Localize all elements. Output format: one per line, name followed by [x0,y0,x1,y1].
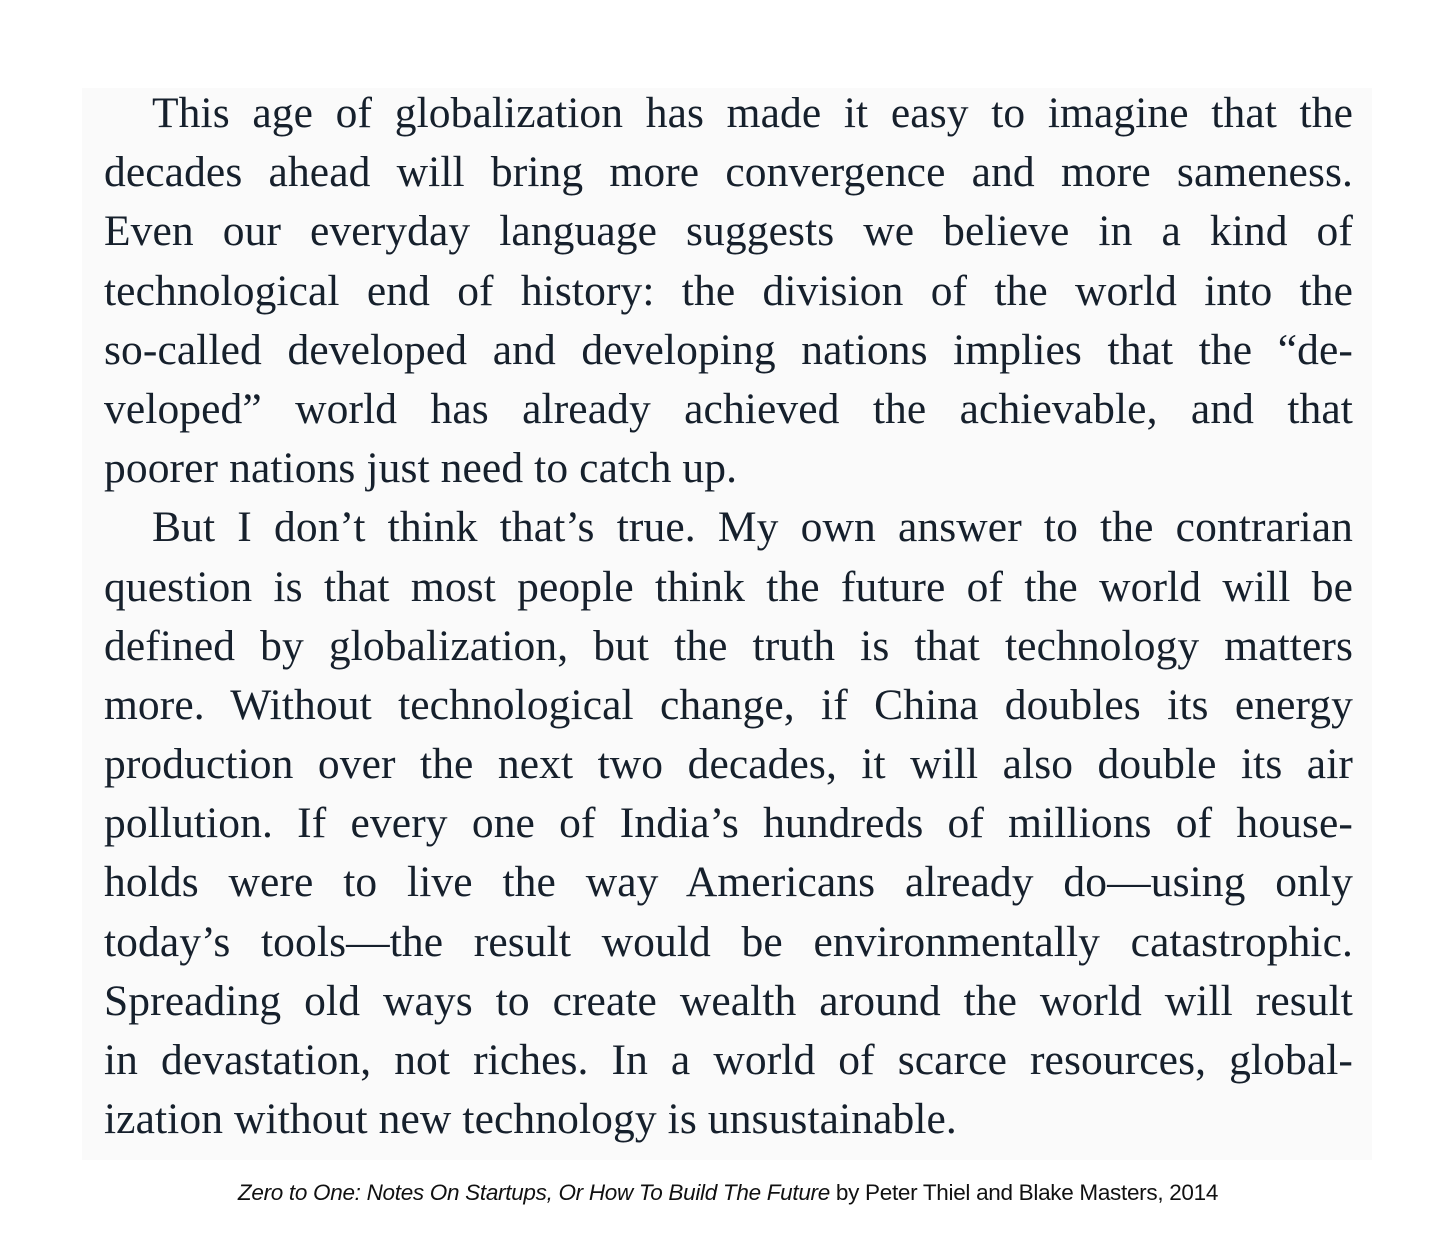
text-line: more. Without technological change, if China doubles its energy [104,680,1353,729]
text-line: Spreading old ways to create wealth around the world will result [104,976,1353,1025]
text-line: pollution. If every one of India’s hundreds of millions of house- [104,799,1353,848]
text-line: today’s tools—the result would be environmentally catastrophic. [104,917,1353,966]
text-line: question is that most people think the future of the world will be [104,562,1353,611]
text-line: This age of globalization has made it easy to imagine that the [152,89,1353,137]
text-line: poorer nations just need to catch up. [104,444,738,493]
paragraph-2 [104,498,1353,1149]
text-line: Even our everyday language suggests we believe in a kind of [104,207,1353,256]
book-attribution: by Peter Thiel and Blake Masters, 2014 [829,1180,1219,1205]
text-line: in devastation, not riches. In a world of scarce resources, global- [104,1036,1353,1084]
text-line: decades ahead will bring more convergence and more sameness. [104,148,1353,197]
book-excerpt-text [104,84,1353,1149]
text-line: defined by globalization, but the truth is that technology matters [104,621,1353,670]
text-line: so-called developed and developing nations implies that the “de- [104,325,1353,374]
paragraph-1 [104,84,1353,498]
text-line: production over the next two decades, it will also double its air [104,740,1353,789]
book-title: Zero to One: Notes On Startups, Or How To Build The Future [237,1180,830,1205]
text-line: holds were to live the way Americans already do—using only [104,858,1353,907]
text-line: veloped” world has already achieved the achievable, and that [104,384,1353,433]
source-caption [0,1180,1456,1206]
text-line: ization without new technology is unsustainable. [104,1095,957,1144]
text-line: But I don’t think that’s true. My own answer to the contrarian [152,503,1353,552]
text-line: technological end of history: the division of the world into the [104,266,1353,315]
